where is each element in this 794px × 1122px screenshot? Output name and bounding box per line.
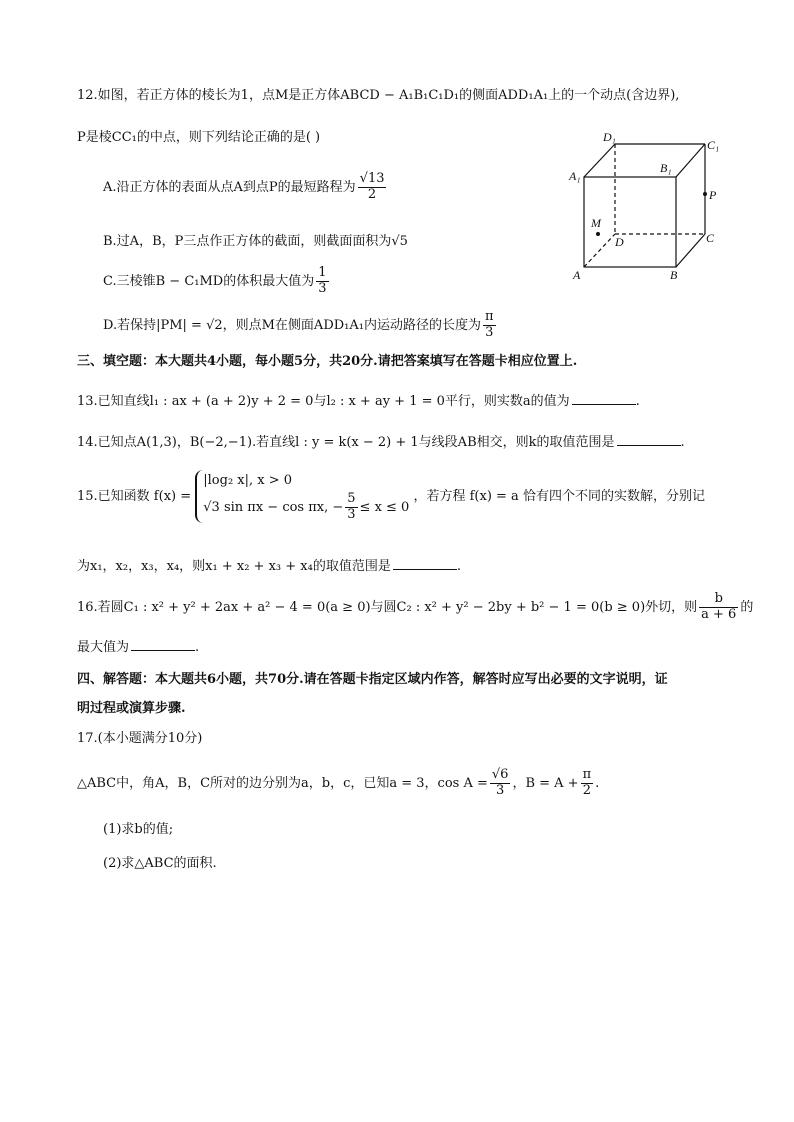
- q12-option-d-denominator: 3: [485, 324, 494, 340]
- label-d1: D₁: [603, 130, 616, 144]
- q12-option-a: [103, 172, 388, 203]
- q17-text-a: △ABC中，角A，B，C所对的边分别为a，b，c，已知a = 3，cos A =: [77, 775, 488, 791]
- label-b: B: [670, 268, 678, 282]
- section4-heading-line1: 四、解答题：本大题共6小题，共70分.请在答题卡指定区域内作答，解答时应写出必要的文字说明，证: [77, 672, 668, 687]
- q15-case2-fraction: [345, 492, 357, 523]
- q16-line1: [77, 592, 753, 623]
- q13-end: .: [635, 394, 640, 409]
- q15-case2-numerator: 5: [347, 491, 356, 507]
- q12-option-c-numerator: 1: [318, 265, 327, 280]
- q16-answer-blank: [131, 639, 195, 651]
- q15-case2-expr: √3 sin πx − cos πx, −: [203, 500, 344, 516]
- q17-b-numerator: π: [582, 767, 592, 782]
- edge-a-d-hidden: [584, 234, 615, 267]
- cube-figure: [563, 126, 733, 286]
- q12-option-b: B.过A，B，P三点作正方体的截面，则截面面积为√5: [103, 234, 408, 249]
- q17-cos-fraction: [490, 768, 511, 799]
- q12-option-d: [103, 310, 498, 341]
- q17-title: 17.(本小题满分10分): [77, 731, 203, 746]
- point-p: [703, 192, 707, 196]
- q16-denominator: a + 6: [701, 606, 737, 622]
- q12-option-d-text: D.若保持|PM| = √2，则点M在侧面ADD₁A₁内运动路径的长度为: [103, 317, 481, 333]
- section4-heading-line2: 明过程或演算步骤.: [77, 701, 186, 716]
- q12-option-a-numerator: √13: [359, 171, 385, 186]
- point-m: [596, 232, 600, 236]
- q16-line2-text: 最大值为: [77, 640, 130, 655]
- q15-case1: |log₂ x|, x > 0: [203, 473, 293, 488]
- label-b1: B₁: [660, 161, 672, 175]
- q12-option-a-denominator: 2: [367, 186, 377, 202]
- q12-option-c-text: C.三棱锥B − C₁MD的体积最大值为: [103, 273, 315, 289]
- q15-answer-blank: [393, 558, 457, 570]
- edge-b1-c1: [676, 144, 705, 177]
- q17-text-b: ，B = A +: [512, 775, 579, 791]
- q16-text: 16.若圆C₁ : x² + y² + 2ax + a² − 4 = 0(a ≥ 0)与圆C₂ : x² + y² − 2by + b² − 1 = 0(b ≥ 0)外切，则: [77, 599, 698, 615]
- q12-option-c-fraction: [316, 266, 328, 297]
- q17-cos-numerator: √6: [491, 767, 509, 782]
- q16-fraction: [699, 592, 738, 623]
- q17-text-end: .: [595, 775, 600, 791]
- label-c: C: [706, 231, 715, 245]
- label-a1: A₁: [569, 169, 581, 183]
- q14-text: 14.已知点A(1,3)，B(−2,−1).若直线l : y = k(x − 2) + 1与线段AB相交，则k的取值范围是: [77, 435, 615, 450]
- q12-stem-line1: 12.如图，若正方体的棱长为1，点M是正方体ABCD − A₁B₁C₁D₁的侧面ADD₁A₁上的一个动点(含边界),: [77, 88, 680, 103]
- q12-stem-line2: P是棱CC₁的中点，则下列结论正确的是( ): [77, 130, 321, 145]
- q16-numerator: b: [699, 592, 738, 608]
- q15-case2-range: ≤ x ≤ 0: [359, 500, 410, 516]
- q12-option-c-denominator: 3: [318, 280, 327, 296]
- edge-b-c: [676, 234, 705, 267]
- q13-text: 13.已知直线l₁ : ax + (a + 2)y + 2 = 0与l₂ : x + ay + 1 = 0平行，则实数a的值为: [77, 394, 570, 409]
- q17-b-denominator: 2: [582, 782, 591, 798]
- q15-piecewise: [195, 470, 409, 523]
- q16-end: .: [195, 640, 200, 655]
- q17-part1: (1)求b的值;: [103, 822, 174, 837]
- q15-line2-text: 为x₁，x₂，x₃，x₄，则x₁ + x₂ + x₃ + x₄的取值范围是: [77, 559, 391, 574]
- q16-suffix: 的: [740, 599, 754, 615]
- label-a: A: [573, 268, 581, 282]
- q15-line2: [77, 558, 461, 573]
- q15-prefix: 15.已知函数 f(x) =: [77, 488, 192, 504]
- q15-suffix: ，若方程 f(x) = a 恰有四个不同的实数解，分别记: [413, 488, 705, 504]
- q12-option-d-fraction: [483, 310, 496, 341]
- q12-option-d-numerator: π: [484, 309, 494, 324]
- q15-end: .: [456, 559, 461, 574]
- q14-answer-blank: [617, 434, 681, 446]
- label-p: P: [709, 188, 717, 202]
- edge-a1-d1: [584, 144, 615, 177]
- q12-option-c: [103, 266, 331, 297]
- q17-part2: (2)求△ABC的面积.: [103, 856, 217, 871]
- q13-answer-blank: [572, 393, 636, 405]
- q15-case2: [203, 492, 409, 523]
- q14: [77, 434, 685, 449]
- q17-b-fraction: [581, 768, 594, 799]
- section3-heading: 三、填空题：本大题共4小题，每小题5分，共20分.请把答案填写在答题卡相应位置上.: [77, 354, 578, 369]
- q12-option-a-text: A.沿正方体的表面从点A到点P的最短路程为: [103, 179, 356, 195]
- q14-end: .: [680, 435, 685, 450]
- q17-cos-denominator: 3: [496, 782, 505, 798]
- q17-stem: [77, 768, 599, 799]
- label-d: D: [615, 235, 624, 249]
- label-m: M: [591, 216, 601, 230]
- label-c1: C₁: [707, 138, 720, 152]
- q13: [77, 393, 640, 408]
- q16-line2: [77, 639, 199, 654]
- q15-case2-denominator: 3: [347, 507, 356, 523]
- q15-line1: [77, 470, 705, 523]
- q12-option-a-fraction: [358, 172, 387, 203]
